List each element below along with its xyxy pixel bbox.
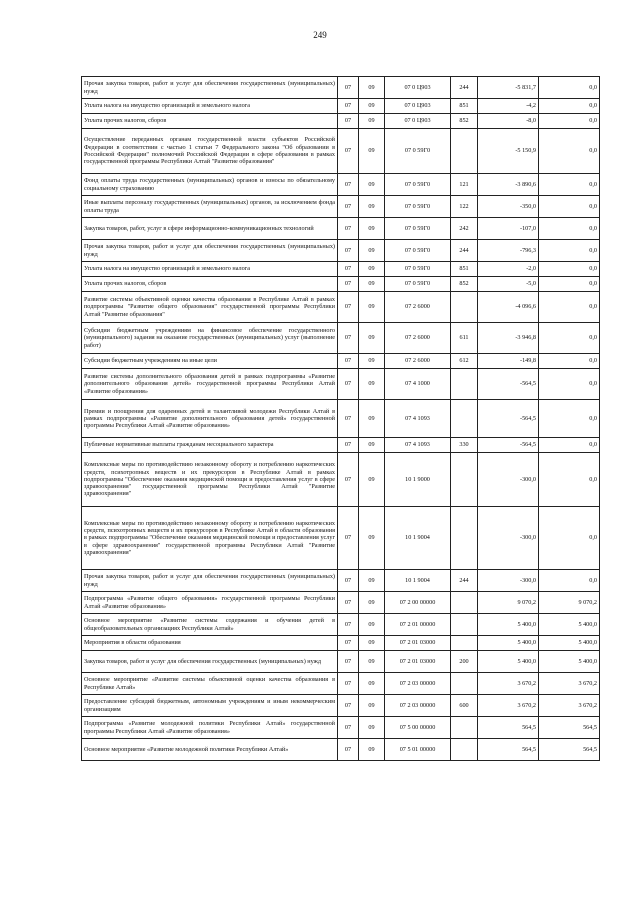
section-code: 07: [338, 99, 359, 114]
target-article-code: 07 2 03 00000: [385, 695, 451, 717]
table-row: [82, 636, 600, 651]
amount-year-1: -3 946,8: [478, 323, 539, 354]
row-description: Фонд оплаты труда государственных (муниципальных) органов и взносы по обязательному социальному страхованию: [82, 174, 338, 196]
section-code: 07: [338, 196, 359, 218]
amount-year-2: 0,0: [539, 196, 600, 218]
section-code: 07: [338, 717, 359, 739]
row-description: Уплата налога на имущество организаций и земельного налога: [82, 262, 338, 277]
amount-year-1: 3 670,2: [478, 695, 539, 717]
row-description: Комплексные меры по противодействию незаконному обороту и потреблению наркотических средств, психотропных веществ и их прекурсоров в Республике Алтай в рамках подпрограммы "Обеспечение оказания медицинской помощи и предоставления услуг в сфере здравоохранения" государственной программы Республики Алтай "Развитие здравоохранения": [82, 453, 338, 507]
amount-year-2: 0,0: [539, 570, 600, 592]
row-description: Субсидии бюджетным учреждениям на иные цели: [82, 354, 338, 369]
amount-year-1: -107,0: [478, 218, 539, 240]
section-code: 07: [338, 292, 359, 323]
subsection-code: 09: [359, 507, 385, 570]
expense-type-code: 851: [451, 99, 478, 114]
expense-type-code: 852: [451, 114, 478, 129]
subsection-code: 09: [359, 129, 385, 174]
subsection-code: 09: [359, 453, 385, 507]
amount-year-1: -564,5: [478, 369, 539, 400]
target-article-code: 07 0 59Г0: [385, 262, 451, 277]
section-code: 07: [338, 174, 359, 196]
expense-type-code: [451, 129, 478, 174]
amount-year-1: -300,0: [478, 570, 539, 592]
table-row: [82, 369, 600, 400]
table-row: [82, 614, 600, 636]
amount-year-1: 564,5: [478, 739, 539, 761]
amount-year-1: 5 400,0: [478, 651, 539, 673]
row-description: Прочая закупка товаров, работ и услуг для обеспечения государственных (муниципальных) нужд: [82, 570, 338, 592]
target-article-code: 07 2 6000: [385, 354, 451, 369]
amount-year-2: 0,0: [539, 99, 600, 114]
table-row: [82, 695, 600, 717]
amount-year-2: 0,0: [539, 453, 600, 507]
subsection-code: 09: [359, 592, 385, 614]
target-article-code: 07 2 6000: [385, 323, 451, 354]
amount-year-1: -796,3: [478, 240, 539, 262]
section-code: 07: [338, 453, 359, 507]
amount-year-2: 0,0: [539, 438, 600, 453]
amount-year-2: 0,0: [539, 323, 600, 354]
expense-type-code: [451, 592, 478, 614]
row-description: Развитие системы объективной оценки качества образования в Республике Алтай в рамках подпрограммы "Развитие общего образования" государственной программы Республики Алтай "Развитие образования": [82, 292, 338, 323]
table-row: [82, 717, 600, 739]
subsection-code: 09: [359, 614, 385, 636]
amount-year-1: -4 096,6: [478, 292, 539, 323]
amount-year-1: -564,5: [478, 400, 539, 438]
row-description: Прочая закупка товаров, работ и услуг для обеспечения государственных (муниципальных) нужд: [82, 240, 338, 262]
target-article-code: 07 4 1093: [385, 400, 451, 438]
expense-type-code: 330: [451, 438, 478, 453]
table-row: [82, 196, 600, 218]
section-code: 07: [338, 695, 359, 717]
table-row: [82, 354, 600, 369]
section-code: 07: [338, 636, 359, 651]
expense-type-code: 600: [451, 695, 478, 717]
row-description: Развитие системы дополнительного образования детей в рамках подпрограммы «Развитие дополнительного образования детей» государственной программы Республики Алтай «Развитие образования»: [82, 369, 338, 400]
amount-year-2: 5 400,0: [539, 651, 600, 673]
amount-year-1: -5,0: [478, 277, 539, 292]
subsection-code: 09: [359, 218, 385, 240]
target-article-code: 07 0 59Г0: [385, 174, 451, 196]
amount-year-1: 564,5: [478, 717, 539, 739]
subsection-code: 09: [359, 651, 385, 673]
amount-year-2: 0,0: [539, 400, 600, 438]
target-article-code: 07 4 1093: [385, 438, 451, 453]
subsection-code: 09: [359, 323, 385, 354]
page-number: 249: [313, 30, 327, 40]
target-article-code: 07 4 1000: [385, 369, 451, 400]
section-code: 07: [338, 400, 359, 438]
table-row: [82, 507, 600, 570]
amount-year-1: 3 670,2: [478, 673, 539, 695]
table-row: [82, 129, 600, 174]
section-code: 07: [338, 651, 359, 673]
amount-year-2: 0,0: [539, 292, 600, 323]
amount-year-2: 0,0: [539, 129, 600, 174]
section-code: 07: [338, 277, 359, 292]
amount-year-1: -300,0: [478, 453, 539, 507]
subsection-code: 09: [359, 636, 385, 651]
amount-year-1: -5 831,7: [478, 77, 539, 99]
amount-year-2: 0,0: [539, 114, 600, 129]
row-description: Подпрограмма «Развитие общего образования» государственной программы Республики Алтай «Развитие образования»: [82, 592, 338, 614]
row-description: Уплата прочих налогов, сборов: [82, 277, 338, 292]
amount-year-2: 9 070,2: [539, 592, 600, 614]
target-article-code: 07 0 Ц903: [385, 114, 451, 129]
table-row: [82, 292, 600, 323]
section-code: 07: [338, 673, 359, 695]
amount-year-1: -3 890,6: [478, 174, 539, 196]
amount-year-1: -149,8: [478, 354, 539, 369]
table-row: [82, 651, 600, 673]
expense-type-code: 200: [451, 651, 478, 673]
row-description: Закупка товаров, работ и услуг для обеспечения государственных (муниципальных) нужд: [82, 651, 338, 673]
row-description: Закупка товаров, работ, услуг в сфере информационно-коммуникационных технологий: [82, 218, 338, 240]
row-description: Основное мероприятие «Развитие системы объективной оценки качества образования в Республике Алтай»: [82, 673, 338, 695]
expense-type-code: 611: [451, 323, 478, 354]
row-description: Предоставление субсидий бюджетным, автономным учреждениям и иным некоммерческим организациям: [82, 695, 338, 717]
target-article-code: 10 1 9000: [385, 453, 451, 507]
section-code: 07: [338, 218, 359, 240]
table-row: [82, 114, 600, 129]
subsection-code: 09: [359, 262, 385, 277]
amount-year-2: 0,0: [539, 354, 600, 369]
amount-year-2: 0,0: [539, 240, 600, 262]
amount-year-2: 0,0: [539, 262, 600, 277]
expense-type-code: [451, 673, 478, 695]
target-article-code: 07 5 00 00000: [385, 717, 451, 739]
amount-year-2: 0,0: [539, 174, 600, 196]
amount-year-1: -5 150,9: [478, 129, 539, 174]
section-code: 07: [338, 369, 359, 400]
expense-type-code: 122: [451, 196, 478, 218]
section-code: 07: [338, 592, 359, 614]
subsection-code: 09: [359, 99, 385, 114]
target-article-code: 07 0 59Г0: [385, 240, 451, 262]
section-code: 07: [338, 240, 359, 262]
section-code: 07: [338, 114, 359, 129]
expense-type-code: 242: [451, 218, 478, 240]
amount-year-2: 564,5: [539, 717, 600, 739]
section-code: 07: [338, 77, 359, 99]
subsection-code: 09: [359, 196, 385, 218]
section-code: 07: [338, 323, 359, 354]
amount-year-1: -2,0: [478, 262, 539, 277]
row-description: Комплексные меры по противодействию незаконному обороту и потреблению наркотических средств, психотропных веществ и их прекурсоров в Республике Алтай в области образования в рамках подпрограммы "Обеспечение оказания медицинской помощи и предоставления услуг в сфере здравоохранения" государственной программы Республики Алтай "Развитие здравоохранения": [82, 507, 338, 570]
table-row: [82, 453, 600, 507]
amount-year-2: 3 670,2: [539, 673, 600, 695]
table-row: [82, 739, 600, 761]
amount-year-1: 5 400,0: [478, 636, 539, 651]
amount-year-2: 3 670,2: [539, 695, 600, 717]
expense-type-code: [451, 400, 478, 438]
target-article-code: 07 2 01 03000: [385, 636, 451, 651]
expense-type-code: [451, 453, 478, 507]
section-code: 07: [338, 354, 359, 369]
table-row: [82, 240, 600, 262]
target-article-code: 07 2 00 00000: [385, 592, 451, 614]
section-code: 07: [338, 129, 359, 174]
section-code: 07: [338, 262, 359, 277]
target-article-code: 07 2 03 00000: [385, 673, 451, 695]
target-article-code: 07 0 59Г0: [385, 218, 451, 240]
target-article-code: 07 2 01 00000: [385, 614, 451, 636]
table-row: [82, 438, 600, 453]
table-row: [82, 218, 600, 240]
amount-year-2: 0,0: [539, 277, 600, 292]
table-row: [82, 323, 600, 354]
subsection-code: 09: [359, 400, 385, 438]
expense-type-code: 612: [451, 354, 478, 369]
amount-year-1: -564,5: [478, 438, 539, 453]
amount-year-1: 9 070,2: [478, 592, 539, 614]
table-row: [82, 570, 600, 592]
section-code: 07: [338, 507, 359, 570]
row-description: Премии и поощрения для одаренных детей и талантливой молодежи Республики Алтай в рамках подпрограммы «Развитие дополнительного образования детей» государственной программы Республики Алтай «Развитие образования»: [82, 400, 338, 438]
target-article-code: 07 0 Ц903: [385, 99, 451, 114]
row-description: Подпрограмма «Развитие молодежной политики Республики Алтай» государственной программы Республики Алтай «Развитие образования»: [82, 717, 338, 739]
row-description: Субсидии бюджетным учреждениям на финансовое обеспечение государственного (муниципального) задания на оказание государственных (муниципальных) услуг (выполнение работ): [82, 323, 338, 354]
subsection-code: 09: [359, 292, 385, 323]
subsection-code: 09: [359, 570, 385, 592]
amount-year-2: 0,0: [539, 507, 600, 570]
table-row: [82, 400, 600, 438]
subsection-code: 09: [359, 174, 385, 196]
expense-type-code: 244: [451, 570, 478, 592]
subsection-code: 09: [359, 354, 385, 369]
table-row: [82, 262, 600, 277]
expense-type-code: 121: [451, 174, 478, 196]
amount-year-1: -350,0: [478, 196, 539, 218]
expense-type-code: 244: [451, 77, 478, 99]
amount-year-2: 5 400,0: [539, 614, 600, 636]
expense-type-code: [451, 614, 478, 636]
table-row: [82, 592, 600, 614]
amount-year-1: -8,0: [478, 114, 539, 129]
row-description: Мероприятия в области образования: [82, 636, 338, 651]
subsection-code: 09: [359, 240, 385, 262]
section-code: 07: [338, 739, 359, 761]
row-description: Основное мероприятие «Развитие системы содержания и обучения детей в общеобразовательных организациях Республики Алтай»: [82, 614, 338, 636]
section-code: 07: [338, 570, 359, 592]
expense-type-code: 244: [451, 240, 478, 262]
subsection-code: 09: [359, 369, 385, 400]
expense-type-code: [451, 369, 478, 400]
target-article-code: 07 0 59Г0: [385, 129, 451, 174]
table-row: [82, 174, 600, 196]
expense-type-code: [451, 636, 478, 651]
subsection-code: 09: [359, 114, 385, 129]
amount-year-2: 0,0: [539, 369, 600, 400]
amount-year-1: 5 400,0: [478, 614, 539, 636]
target-article-code: 10 1 9004: [385, 507, 451, 570]
amount-year-2: 564,5: [539, 739, 600, 761]
target-article-code: 07 0 59Г0: [385, 277, 451, 292]
target-article-code: 07 0 Ц903: [385, 77, 451, 99]
expense-type-code: 851: [451, 262, 478, 277]
expense-type-code: [451, 292, 478, 323]
target-article-code: 07 0 59Г0: [385, 196, 451, 218]
expense-type-code: [451, 739, 478, 761]
row-description: Основное мероприятие «Развитие молодежной политики Республики Алтай»: [82, 739, 338, 761]
row-description: Прочая закупка товаров, работ и услуг для обеспечения государственных (муниципальных) нужд: [82, 77, 338, 99]
amount-year-1: -4,2: [478, 99, 539, 114]
expense-type-code: [451, 507, 478, 570]
budget-table: [81, 76, 600, 761]
subsection-code: 09: [359, 277, 385, 292]
table-row: [82, 77, 600, 99]
subsection-code: 09: [359, 673, 385, 695]
table-row: [82, 277, 600, 292]
expense-type-code: [451, 717, 478, 739]
subsection-code: 09: [359, 739, 385, 761]
expense-type-code: 852: [451, 277, 478, 292]
table-row: [82, 673, 600, 695]
target-article-code: 07 2 01 03000: [385, 651, 451, 673]
subsection-code: 09: [359, 717, 385, 739]
subsection-code: 09: [359, 438, 385, 453]
amount-year-2: 0,0: [539, 77, 600, 99]
target-article-code: 07 5 01 00000: [385, 739, 451, 761]
subsection-code: 09: [359, 695, 385, 717]
target-article-code: 07 2 6000: [385, 292, 451, 323]
row-description: Иные выплаты персоналу государственных (муниципальных) органов, за исключением фонда оплаты труда: [82, 196, 338, 218]
budget-table-body: [82, 77, 600, 761]
row-description: Уплата прочих налогов, сборов: [82, 114, 338, 129]
row-description: Публичные нормативные выплаты гражданам несоциального характера: [82, 438, 338, 453]
section-code: 07: [338, 438, 359, 453]
table-row: [82, 99, 600, 114]
amount-year-1: -300,0: [478, 507, 539, 570]
section-code: 07: [338, 614, 359, 636]
amount-year-2: 0,0: [539, 218, 600, 240]
target-article-code: 10 1 9004: [385, 570, 451, 592]
row-description: Уплата налога на имущество организаций и земельного налога: [82, 99, 338, 114]
subsection-code: 09: [359, 77, 385, 99]
row-description: Осуществление переданных органам государственной власти субъектов Российской Федерации в соответствии с частью 1 статьи 7 Федерального закона "Об образовании в Российской Федерации" полномочий Российской Федерации в сфере образования в рамках государственной программы Республики Алтай "Развитие образования": [82, 129, 338, 174]
amount-year-2: 5 400,0: [539, 636, 600, 651]
